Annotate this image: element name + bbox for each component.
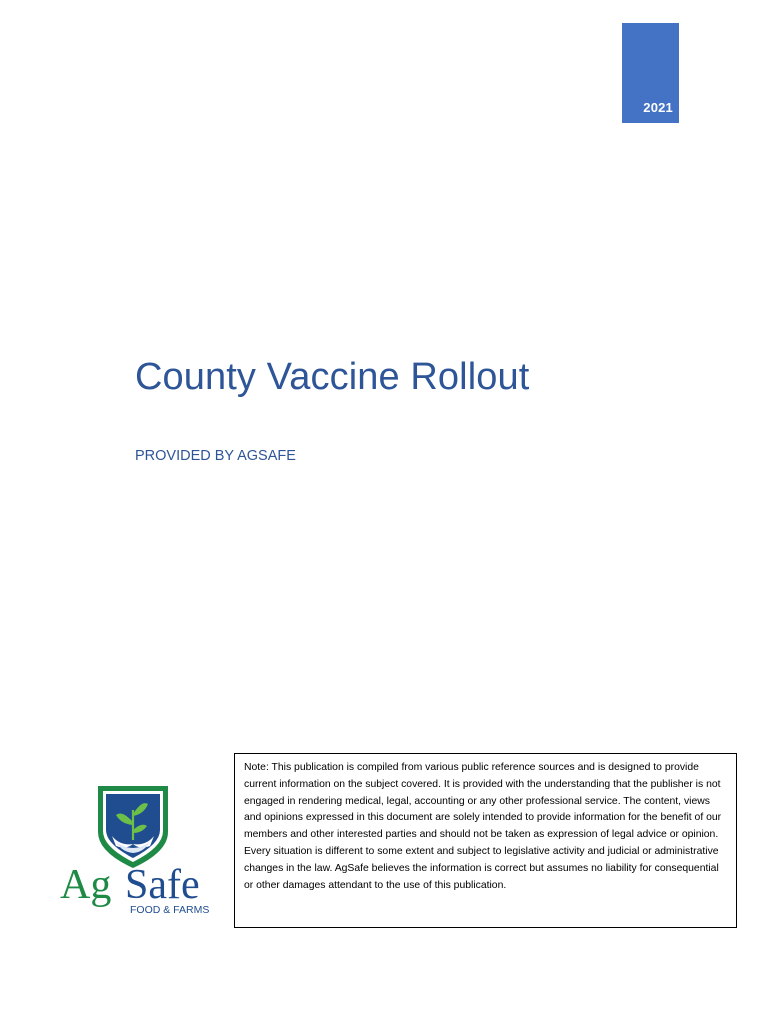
agsafe-logo: [58, 780, 212, 930]
year-label: 2021: [643, 100, 673, 115]
agsafe-logo-graphic: [58, 780, 212, 930]
logo-tagline: FOOD & FARMS: [130, 904, 210, 916]
logo-wordmark-ag: Ag: [60, 862, 112, 908]
disclaimer-box: [234, 753, 737, 928]
logo-wordmark-safe: Safe: [125, 862, 200, 908]
document-title: County Vaccine Rollout: [135, 356, 530, 398]
year-tab: [622, 23, 679, 123]
disclaimer-text: Note: This publication is compiled from various public reference sources and is designed to provide current information on the subject covered. It is provided with the understanding that the publisher is not engaged in rendering medical, legal, accounting or any other professional service. The content, views and opinions expressed in this document are solely intended to provide information for the benefit of our members and other interested parties and should not be taken as expression of legal advice or opinion. Every situation is different to some extent and subject to legislative activity and judicial or administrative changes in the law. AgSafe believes the information is correct but assumes no liability for consequential or other damages attendant to the use of this publication.: [244, 762, 722, 891]
document-subtitle: PROVIDED BY AGSAFE: [135, 448, 296, 464]
